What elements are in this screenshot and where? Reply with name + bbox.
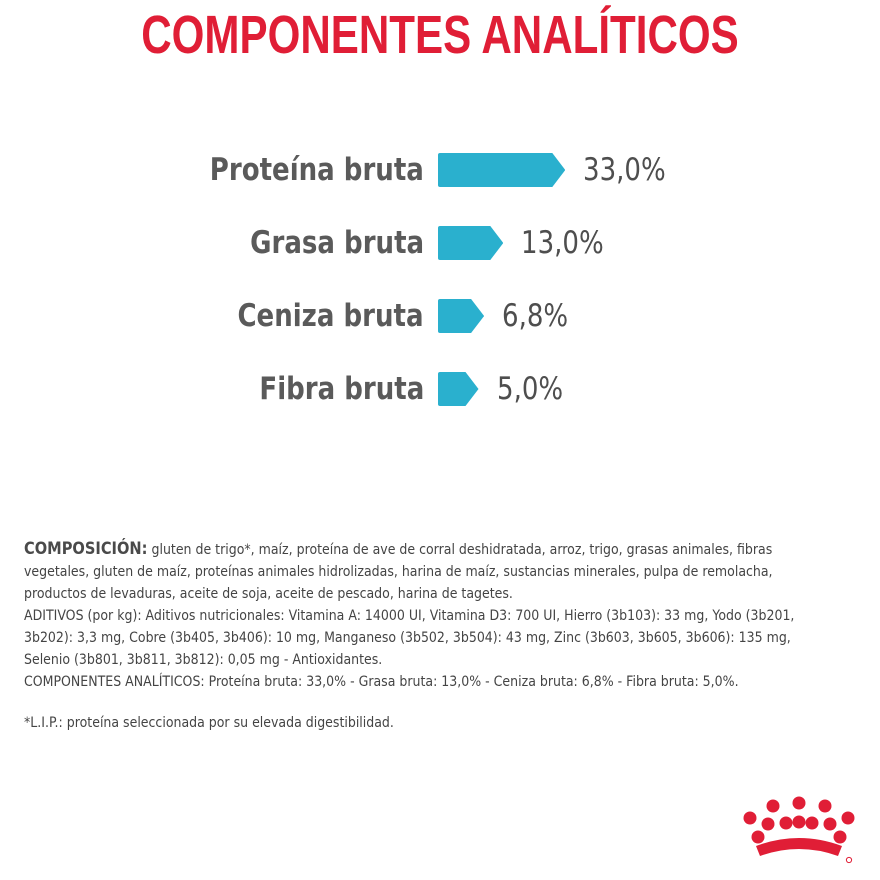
- value-label: 6,8%: [502, 298, 569, 334]
- footnote: *L.I.P.: proteína seleccionada por su elevada digestibilidad.: [24, 714, 394, 731]
- bar: [438, 299, 484, 333]
- bar-arrow: [438, 226, 503, 260]
- bar-arrow: [438, 299, 484, 333]
- composition-line-1: [24, 538, 773, 561]
- value-label: 13,0%: [521, 225, 605, 261]
- bar-shape: [438, 226, 503, 260]
- bar-arrow: [438, 372, 479, 406]
- bar: [438, 372, 479, 406]
- bar-row: [0, 296, 880, 336]
- category-label: Grasa bruta: [250, 225, 424, 261]
- value-label: 33,0%: [583, 152, 667, 188]
- bar: [438, 153, 565, 187]
- composition-line-text: gluten de trigo*, maíz, proteína de ave de corral deshidratada, arroz, trigo, grasas animales, fibras: [151, 541, 773, 558]
- category-label: Proteína bruta: [209, 152, 424, 188]
- composition-lead: COMPOSICIÓN:: [24, 539, 148, 559]
- category-label: Ceniza bruta: [237, 298, 424, 334]
- analytical-summary-line: COMPONENTES ANALÍTICOS: Proteína bruta: 33,0% - Grasa bruta: 13,0% - Ceniza bruta: 6,8% - Fibra bruta: 5,0%.: [24, 673, 739, 690]
- bar-row: [0, 223, 880, 263]
- category-label: Fibra bruta: [259, 371, 424, 407]
- page-title: COMPONENTES ANALÍTICOS: [141, 5, 739, 65]
- bar-shape: [438, 372, 479, 406]
- additives-line-1: ADITIVOS (por kg): Aditivos nutricionales: Vitamina A: 14000 UI, Vitamina D3: 700 UI, Hierro (3b103): 33 mg, Yodo (3b201,: [24, 607, 795, 624]
- additives-line-3: Selenio (3b801, 3b811, 3b812): 0,05 mg - Antioxidantes.: [24, 651, 383, 668]
- bar: [438, 226, 503, 260]
- analytical-bar-chart: [0, 150, 880, 430]
- composition-text: [24, 538, 864, 693]
- value-label: 5,0%: [496, 371, 563, 407]
- bar-row: [0, 150, 880, 190]
- bar-row: [0, 369, 880, 409]
- composition-line-3: productos de levaduras, aceite de soja, aceite de pescado, harina de tagetes.: [24, 585, 513, 602]
- bar-shape: [438, 153, 565, 187]
- royal-crown-logo: [738, 796, 860, 866]
- composition-line-2: vegetales, gluten de maíz, proteínas animales hidrolizadas, harina de maíz, sustancias minerales, pulpa de remolacha,: [24, 563, 773, 580]
- bar-arrow: [438, 153, 565, 187]
- additives-line-2: 3b202): 3,3 mg, Cobre (3b405, 3b406): 10 mg, Manganeso (3b502, 3b504): 43 mg, Zinc (3b603, 3b605, 3b606): 135 mg,: [24, 629, 791, 646]
- bar-shape: [438, 299, 484, 333]
